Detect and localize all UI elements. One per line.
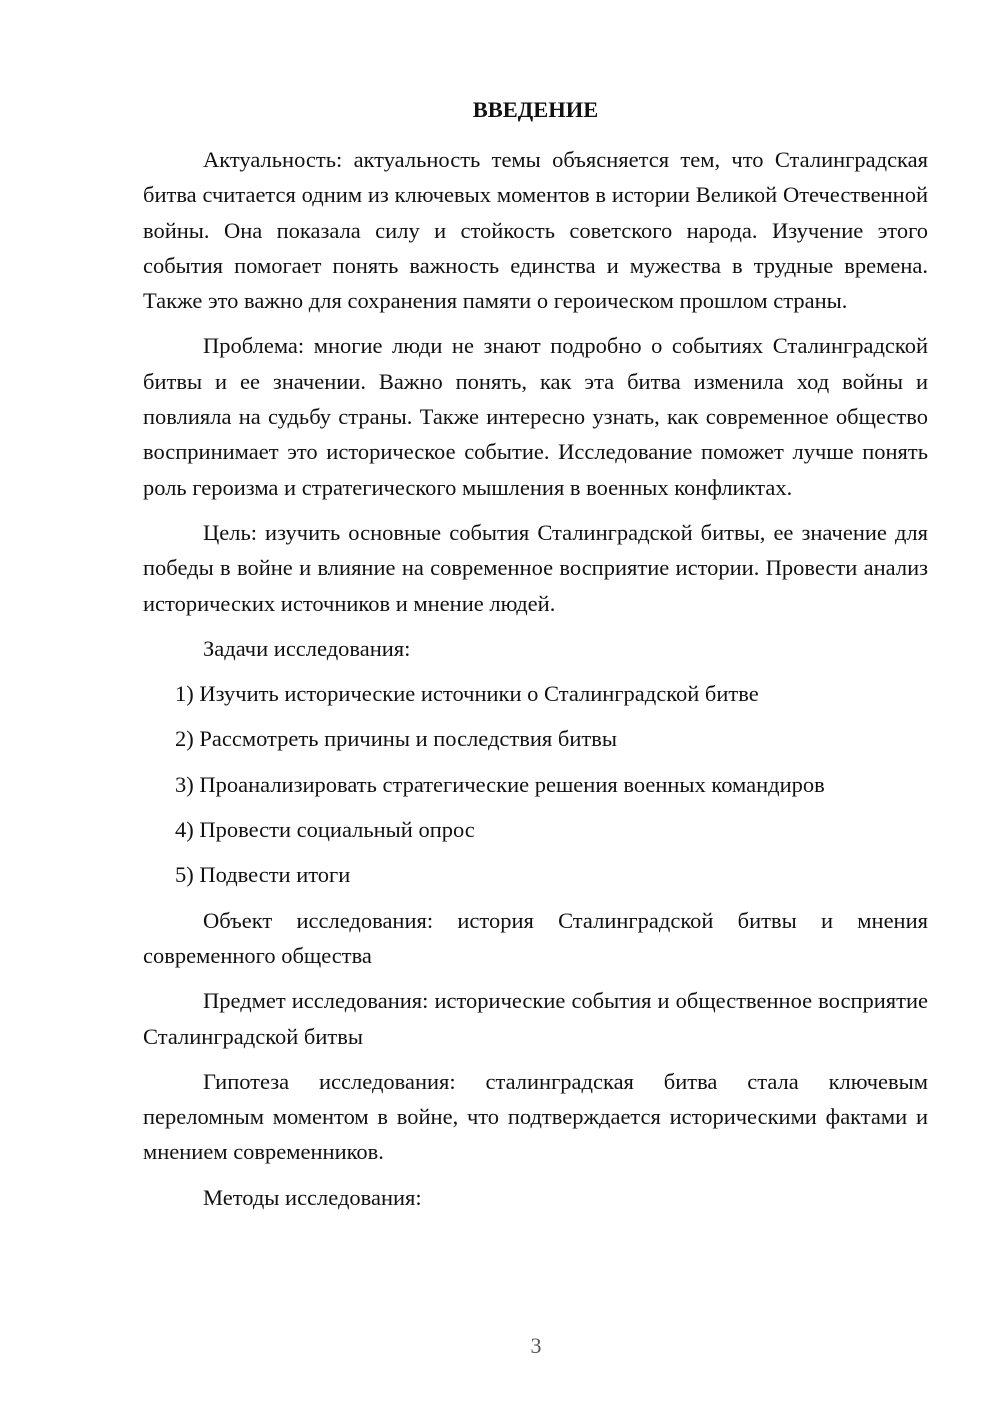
list-item: 5) Подвести итоги [175,862,351,888]
tasks-title: Задачи исследования: [203,635,411,661]
list-item: 1) Изучить исторические источники о Сталинградской битве [175,681,759,707]
tasks-list [143,676,928,892]
section-heading: ВВЕДЕНИЕ [472,97,599,122]
problem-paragraph: Проблема: многие люди не знают подробно о событиях Сталинградской битвы и ее значении. Важно понять, как эта битва изменила ход войны и повлияла на судьбу страны. Также интересно узнать, как современное общество воспринимает это историческое событие. Исследование поможет лучше понять роль героизма и стратегического мышления в военных конфликтах. [143,333,928,500]
methods-title: Методы исследования: [203,1184,422,1210]
page-content [143,92,928,1225]
goal-paragraph: Цель: изучить основные события Сталинградской битвы, ее значение для победы в войне и влияние на современное восприятие истории. Провести анализ исторических источников и мнение людей. [143,519,928,616]
list-item: 4) Провести социальный опрос [175,817,475,843]
hypothesis-paragraph: Гипотеза исследования: сталинградская битва стала ключевым переломным моментом в войне, что подтверждается историческими фактами и мнением современников. [143,1068,928,1165]
list-item: 2) Рассмотреть причины и последствия битвы [175,726,617,752]
relevance-paragraph: Актуальность: актуальность темы объясняется тем, что Сталинградская битва считается одним из ключевых моментов в истории Великой Отечественной войны. Она показала силу и стойкость советского народа. Изучение этого события помогает понять важность единства и мужества в трудные времена. Также это важно для сохранения памяти о героическом прошлом страны. [143,147,928,314]
subject-paragraph: Предмет исследования: исторические события и общественное восприятие Сталинградской битвы [143,988,928,1049]
object-paragraph: Объект исследования: история Сталинградской битвы и мнения современного общества [143,907,928,968]
list-item: 3) Проанализировать стратегические решения военных командиров [175,771,825,797]
page-number: 3 [530,1333,542,1358]
